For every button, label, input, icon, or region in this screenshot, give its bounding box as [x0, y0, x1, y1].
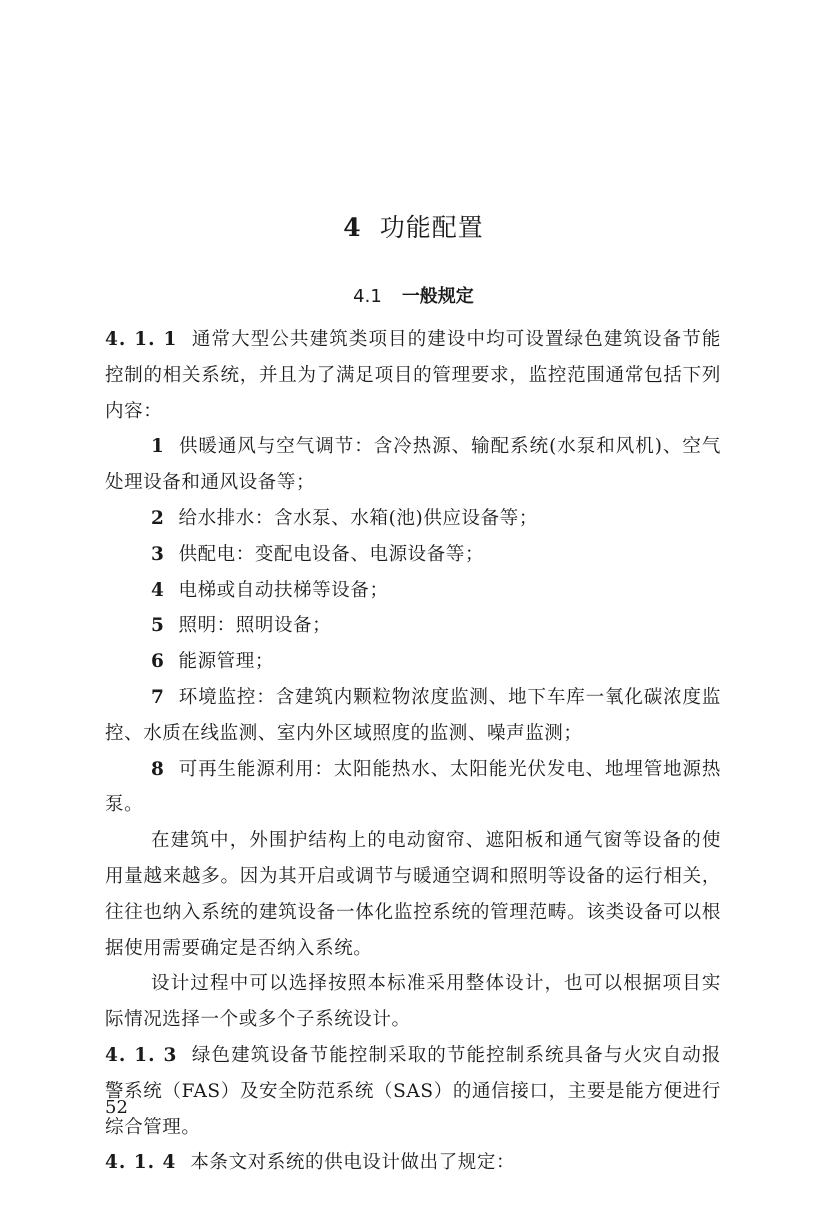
- item-text: 电梯或自动扶梯等设备；: [178, 579, 389, 601]
- clause-text: 本条文对系统的供电设计做出了规定：: [190, 1152, 516, 1174]
- item-number: 5: [151, 615, 165, 637]
- list-item: [105, 644, 721, 680]
- item-number: 8: [151, 758, 165, 780]
- clause-number: 4. 1. 1: [105, 329, 178, 350]
- clause-number: 4. 1. 4: [105, 1152, 177, 1174]
- item-text: 照明：照明设备；: [178, 615, 332, 637]
- paragraph: 在建筑中，外围护结构上的电动窗帘、遮阳板和通气窗等设备的使用量越来越多。因为其开启或调节与暖通空调和照明等设备的运行相关，往往也纳入系统的建筑设备一体化监控系统的管理范畴。该类设备可以根据使用需要确定是否纳入系统。: [105, 830, 721, 959]
- section-title: [0, 282, 827, 308]
- page-number: 52: [105, 1097, 128, 1118]
- item-number: 6: [151, 651, 165, 673]
- clause-text: 绿色建筑设备节能控制采取的节能控制系统具备与火灾自动报警系统（FAS）及安全防范系统（SAS）的通信接口，主要是能方便进行综合管理。: [105, 1044, 722, 1138]
- clause-4-1-3: [105, 1038, 721, 1145]
- list-item: [105, 608, 721, 644]
- clause-number: 4. 1. 3: [105, 1044, 178, 1066]
- chapter-title: [0, 208, 827, 244]
- item-text: 给水排水：含水泵、水箱(池)供应设备等；: [178, 507, 538, 529]
- list-item: [105, 573, 721, 609]
- item-number: 7: [151, 686, 165, 708]
- chapter-title-text: 功能配置: [379, 213, 484, 242]
- clause-text: 通常大型公共建筑类项目的建设中均可设置绿色建筑设备节能控制的相关系统，并且为了满足项目的管理要求，监控范围通常包括下列内容：: [105, 329, 722, 422]
- body-content: [105, 322, 721, 1181]
- item-text: 能源管理；: [178, 651, 274, 673]
- section-title-text: 一般规定: [401, 286, 474, 307]
- item-text: 环境监控：含建筑内颗粒物浓度监测、地下车库一氧化碳浓度监控、水质在线监测、室内外区域照度的监测、噪声监测；: [105, 686, 721, 744]
- list-item: [105, 537, 721, 573]
- item-number: 1: [151, 436, 165, 458]
- list-item: [105, 752, 721, 824]
- item-text: 供配电：变配电设备、电源设备等；: [178, 543, 485, 565]
- chapter-number: 4: [343, 213, 362, 242]
- item-number: 3: [151, 543, 165, 565]
- list-item: [105, 429, 721, 501]
- item-number: 2: [151, 507, 165, 529]
- clause-4-1-1: [105, 322, 721, 429]
- item-number: 4: [151, 579, 165, 601]
- list-item: [105, 680, 721, 752]
- item-text: 可再生能源利用：太阳能热水、太阳能光伏发电、地埋管地源热泵。: [105, 758, 721, 816]
- item-text: 供暖通风与空气调节：含冷热源、输配系统(水泵和风机)、空气处理设备和通风设备等；: [105, 436, 721, 494]
- clause-4-1-4: [105, 1145, 721, 1181]
- list-item: [105, 501, 721, 537]
- section-number: 4.1: [353, 286, 382, 307]
- paragraph: 设计过程中可以选择按照本标准采用整体设计，也可以根据项目实际情况选择一个或多个子系统设计。: [105, 973, 721, 1031]
